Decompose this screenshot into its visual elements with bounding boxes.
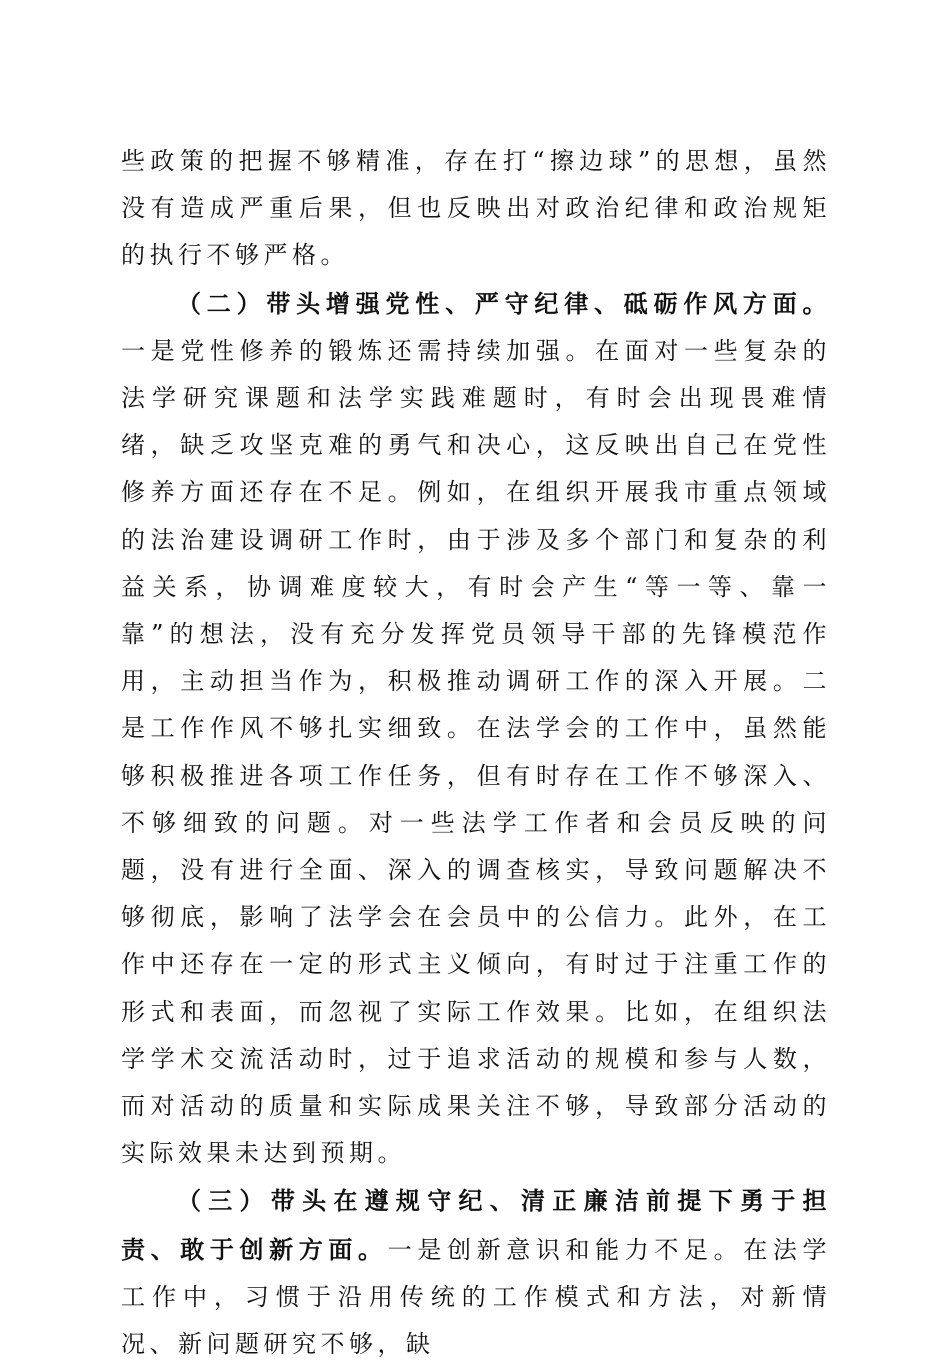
document-body <box>121 138 831 1368</box>
paragraph-2-text: 一是党性修养的锻炼还需持续加强。在面对一些复杂的法学研究课题和法学实践难题时，有时会出现畏难情绪，缺乏攻坚克难的勇气和决心，这反映出自己在党性修养方面还存在不足。例如，在组织开展我市重点领域的法治建设调研工作时，由于涉及多个部门和复杂的利益关系，协调难度较大，有时会产生“等一等、靠一靠”的想法，没有充分发挥党员领导干部的先锋模范作用，主动担当作为，积极推动调研工作的深入开展。二是工作作风不够扎实细致。在法学会的工作中，虽然能够积极推进各项工作任务，但有时存在工作不够深入、不够细致的问题。对一些法学工作者和会员反映的问题，没有进行全面、深入的调查核实，导致问题解决不够彻底，影响了法学会在会员中的公信力。此外，在工作中还存在一定的形式主义倾向，有时过于注重工作的形式和表面，而忽视了实际工作效果。比如，在组织法学学术交流活动时，过于追求活动的规模和参与人数，而对活动的质量和实际成果关注不够，导致部分活动的实际效果未达到预期。 <box>121 336 831 1168</box>
paragraph-1-text: 些政策的把握不够精准，存在打“擦边球”的思想，虽然没有造成严重后果，但也反映出对政治纪律和政治规矩的执行不够严格。 <box>121 147 831 270</box>
paragraph-2 <box>121 280 831 1178</box>
section-heading-3: （三）带头在遵规守纪、清正廉洁前提下勇于担责、敢于创新方面。 <box>121 1186 831 1264</box>
paragraph-3 <box>121 1177 831 1368</box>
paragraph-3-text: 一是创新意识和能力不足。在法学工作中，习惯于沿用传统的工作模式和方法，对新情况、新问题研究不够，缺 <box>121 1235 832 1359</box>
paragraph-1 <box>121 138 831 280</box>
section-heading-2: （二）带头增强党性、严守纪律、砥砺作风方面。 <box>177 288 831 318</box>
